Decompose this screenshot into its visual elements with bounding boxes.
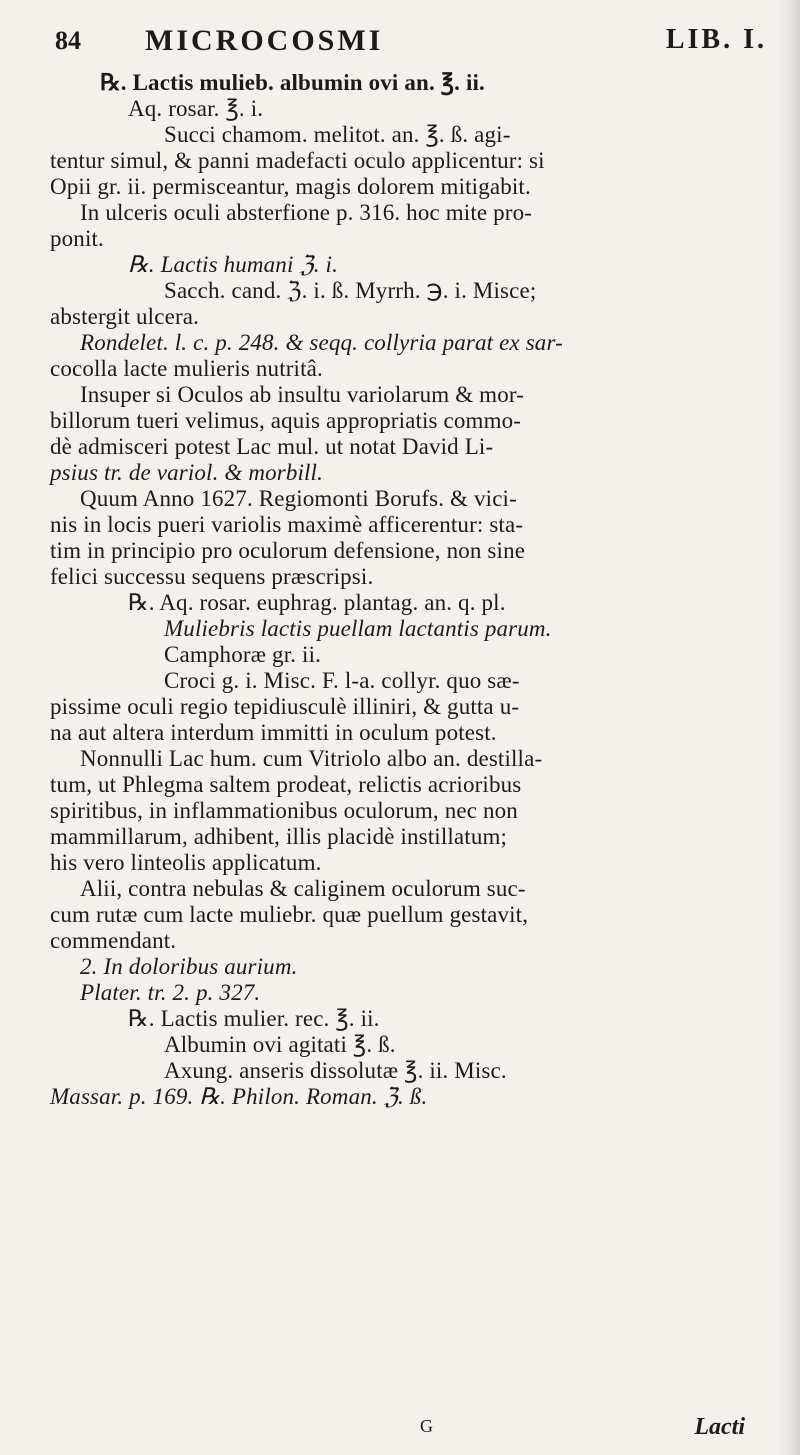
page-number: 84 [55, 26, 81, 55]
text-line: abstergit ulcera. [50, 304, 200, 329]
text-line: spiritibus, in inflammationibus oculorum, nec non [50, 798, 518, 823]
recipe-line: Muliebris lactis puellam lactantis parum. [164, 616, 552, 641]
text-line: tum, ut Phlegma saltem prodeat, relictis acrioribus [50, 772, 522, 797]
recipe-line: ℞. Aq. rosar. euphrag. plantag. an. q. pl. [128, 590, 506, 615]
text-line: dè admisceri potest Lac mul. ut notat David Li- [50, 434, 494, 459]
body-text [50, 70, 780, 1110]
text-line: pissime oculi regio tepidiusculè illiniri, & gutta u- [50, 694, 520, 719]
page-edge-shadow [778, 0, 800, 1455]
recipe-line: Aq. rosar. ℥. i. [128, 96, 264, 121]
text-line: psius tr. de variol. & morbill. [50, 460, 324, 485]
text-line: mammillarum, adhibent, illis placidè instillatum; [50, 824, 508, 849]
recipe-line: Camphoræ gr. ii. [164, 642, 322, 667]
text-line: felici successu sequens præscripsi. [50, 564, 374, 589]
citation-line: Plater. tr. 2. p. 327. [80, 980, 261, 1005]
recipe-line: ℞. Lactis humani ℨ. i. [128, 252, 338, 277]
text-line: Alii, contra nebulas & caliginem oculorum suc- [80, 876, 526, 901]
signature-mark: G [420, 1416, 433, 1436]
running-title: MICROCOSMI [145, 24, 384, 57]
text-line: his vero linteolis applicatum. [50, 850, 322, 875]
recipe-line: Croci g. i. Misc. F. l-a. collyr. quo sæ- [164, 668, 520, 693]
text-line: billorum tueri velimus, aquis appropriatis commo- [50, 408, 522, 433]
text-line: Quum Anno 1627. Regiomonti Borufs. & vici- [80, 486, 517, 511]
text-line: ponit. [50, 226, 104, 251]
text-line: In ulceris oculi absterfione p. 316. hoc mite pro- [80, 200, 533, 225]
text-line: Opii gr. ii. permisceantur, magis dolorem mitigabit. [50, 174, 531, 199]
text-line: tim in principio pro oculorum defensione, non sine [50, 538, 526, 563]
citation-line: Rondelet. l. c. p. 248. & seqq. collyria parat ex sar- [80, 330, 563, 355]
text-line: nis in locis pueri variolis maximè afficerentur: sta- [50, 512, 524, 537]
book-label: LIB. I. [665, 24, 767, 55]
recipe-line: ℞. Lactis mulier. rec. ℥. ii. [128, 1006, 380, 1031]
text-line: Nonnulli Lac hum. cum Vitriolo albo an. destilla- [80, 746, 543, 771]
page-header [55, 18, 775, 58]
section-heading: 2. In doloribus aurium. [80, 954, 298, 979]
text-line: cum rutæ cum lacte muliebr. quæ puellum gestavit, [50, 902, 529, 927]
text-line: na aut altera interdum immitti in oculum potest. [50, 720, 497, 745]
text-line: tentur simul, & panni madefacti oculo applicentur: si [50, 148, 545, 173]
text-line: Insuper si Oculos ab insultu variolarum & mor- [80, 382, 525, 407]
recipe-line: Sacch. cand. ℨ. i. ß. Myrrh. ℈. i. Misce; [164, 278, 537, 303]
text-line: cocolla lacte mulieris nutritâ. [50, 356, 323, 381]
recipe-line: ℞. Lactis mulieb. albumin ovi an. ℥. ii. [100, 70, 485, 95]
recipe-line: Succi chamom. melitot. an. ℥. ß. agi- [164, 122, 511, 147]
text-line: commendant. [50, 928, 177, 953]
recipe-line: Albumin ovi agitati ℥. ß. [164, 1032, 396, 1057]
citation-line: Massar. p. 169. ℞. Philon. Roman. ℨ. ß. [50, 1084, 428, 1109]
recipe-line: Axung. anseris dissolutæ ℥. ii. Misc. [164, 1058, 507, 1083]
catchword: Lacti [694, 1414, 745, 1440]
